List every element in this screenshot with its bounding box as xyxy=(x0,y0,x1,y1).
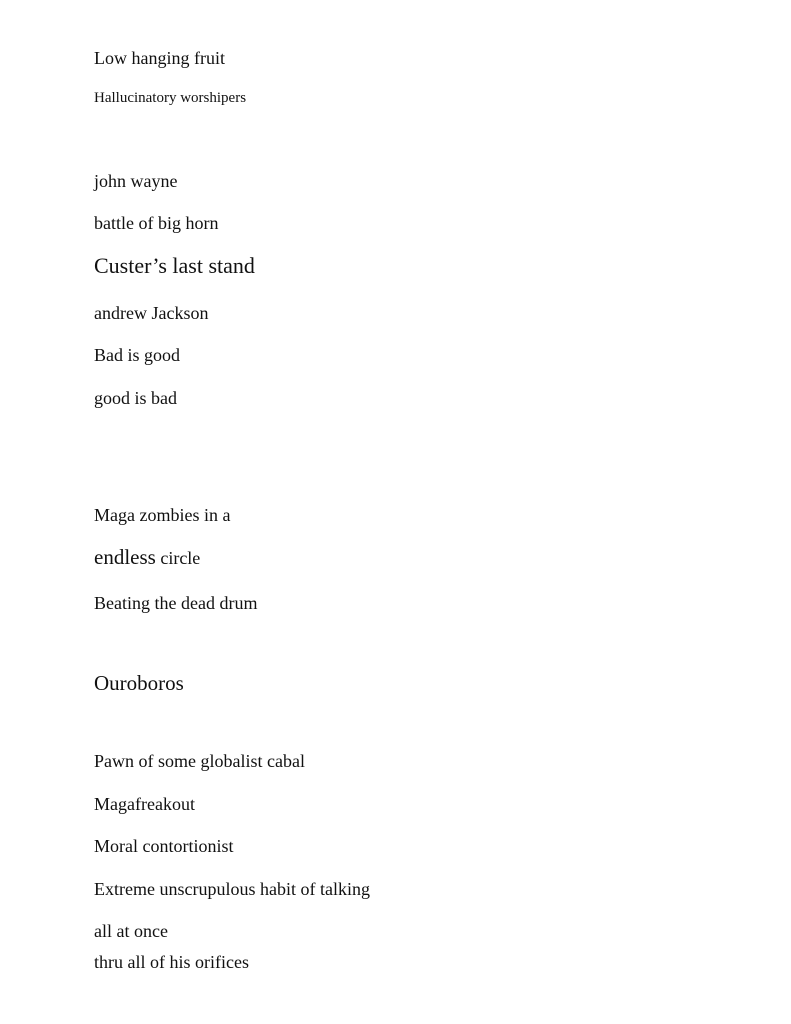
poem-line: Ouroboros xyxy=(94,671,184,695)
poem-line: Moral contortionist xyxy=(94,836,234,856)
poem-line: john wayne xyxy=(94,171,178,191)
poem-line: andrew Jackson xyxy=(94,303,209,323)
poem-line: battle of big horn xyxy=(94,213,219,233)
poem-line xyxy=(94,547,200,568)
poem-line: good is bad xyxy=(94,388,177,408)
poem-line: Pawn of some globalist cabal xyxy=(94,751,305,771)
poem-line: Bad is good xyxy=(94,345,181,365)
poem-line: Custer’s last stand xyxy=(94,253,255,278)
poem-line: Low hanging fruit xyxy=(94,48,225,68)
poem-line: thru all of his orifices xyxy=(94,952,249,972)
poem-line: all at once xyxy=(94,921,168,941)
poem-line: Beating the dead drum xyxy=(94,593,258,613)
poem-word-emphasis: endless xyxy=(94,545,156,569)
poem-word: circle xyxy=(155,548,201,568)
poem-line: Maga zombies in a xyxy=(94,505,231,525)
poem-line: Magafreakout xyxy=(94,794,195,814)
poem-line: Extreme unscrupulous habit of talking xyxy=(94,879,370,899)
poem-line: Hallucinatory worshipers xyxy=(94,90,247,106)
